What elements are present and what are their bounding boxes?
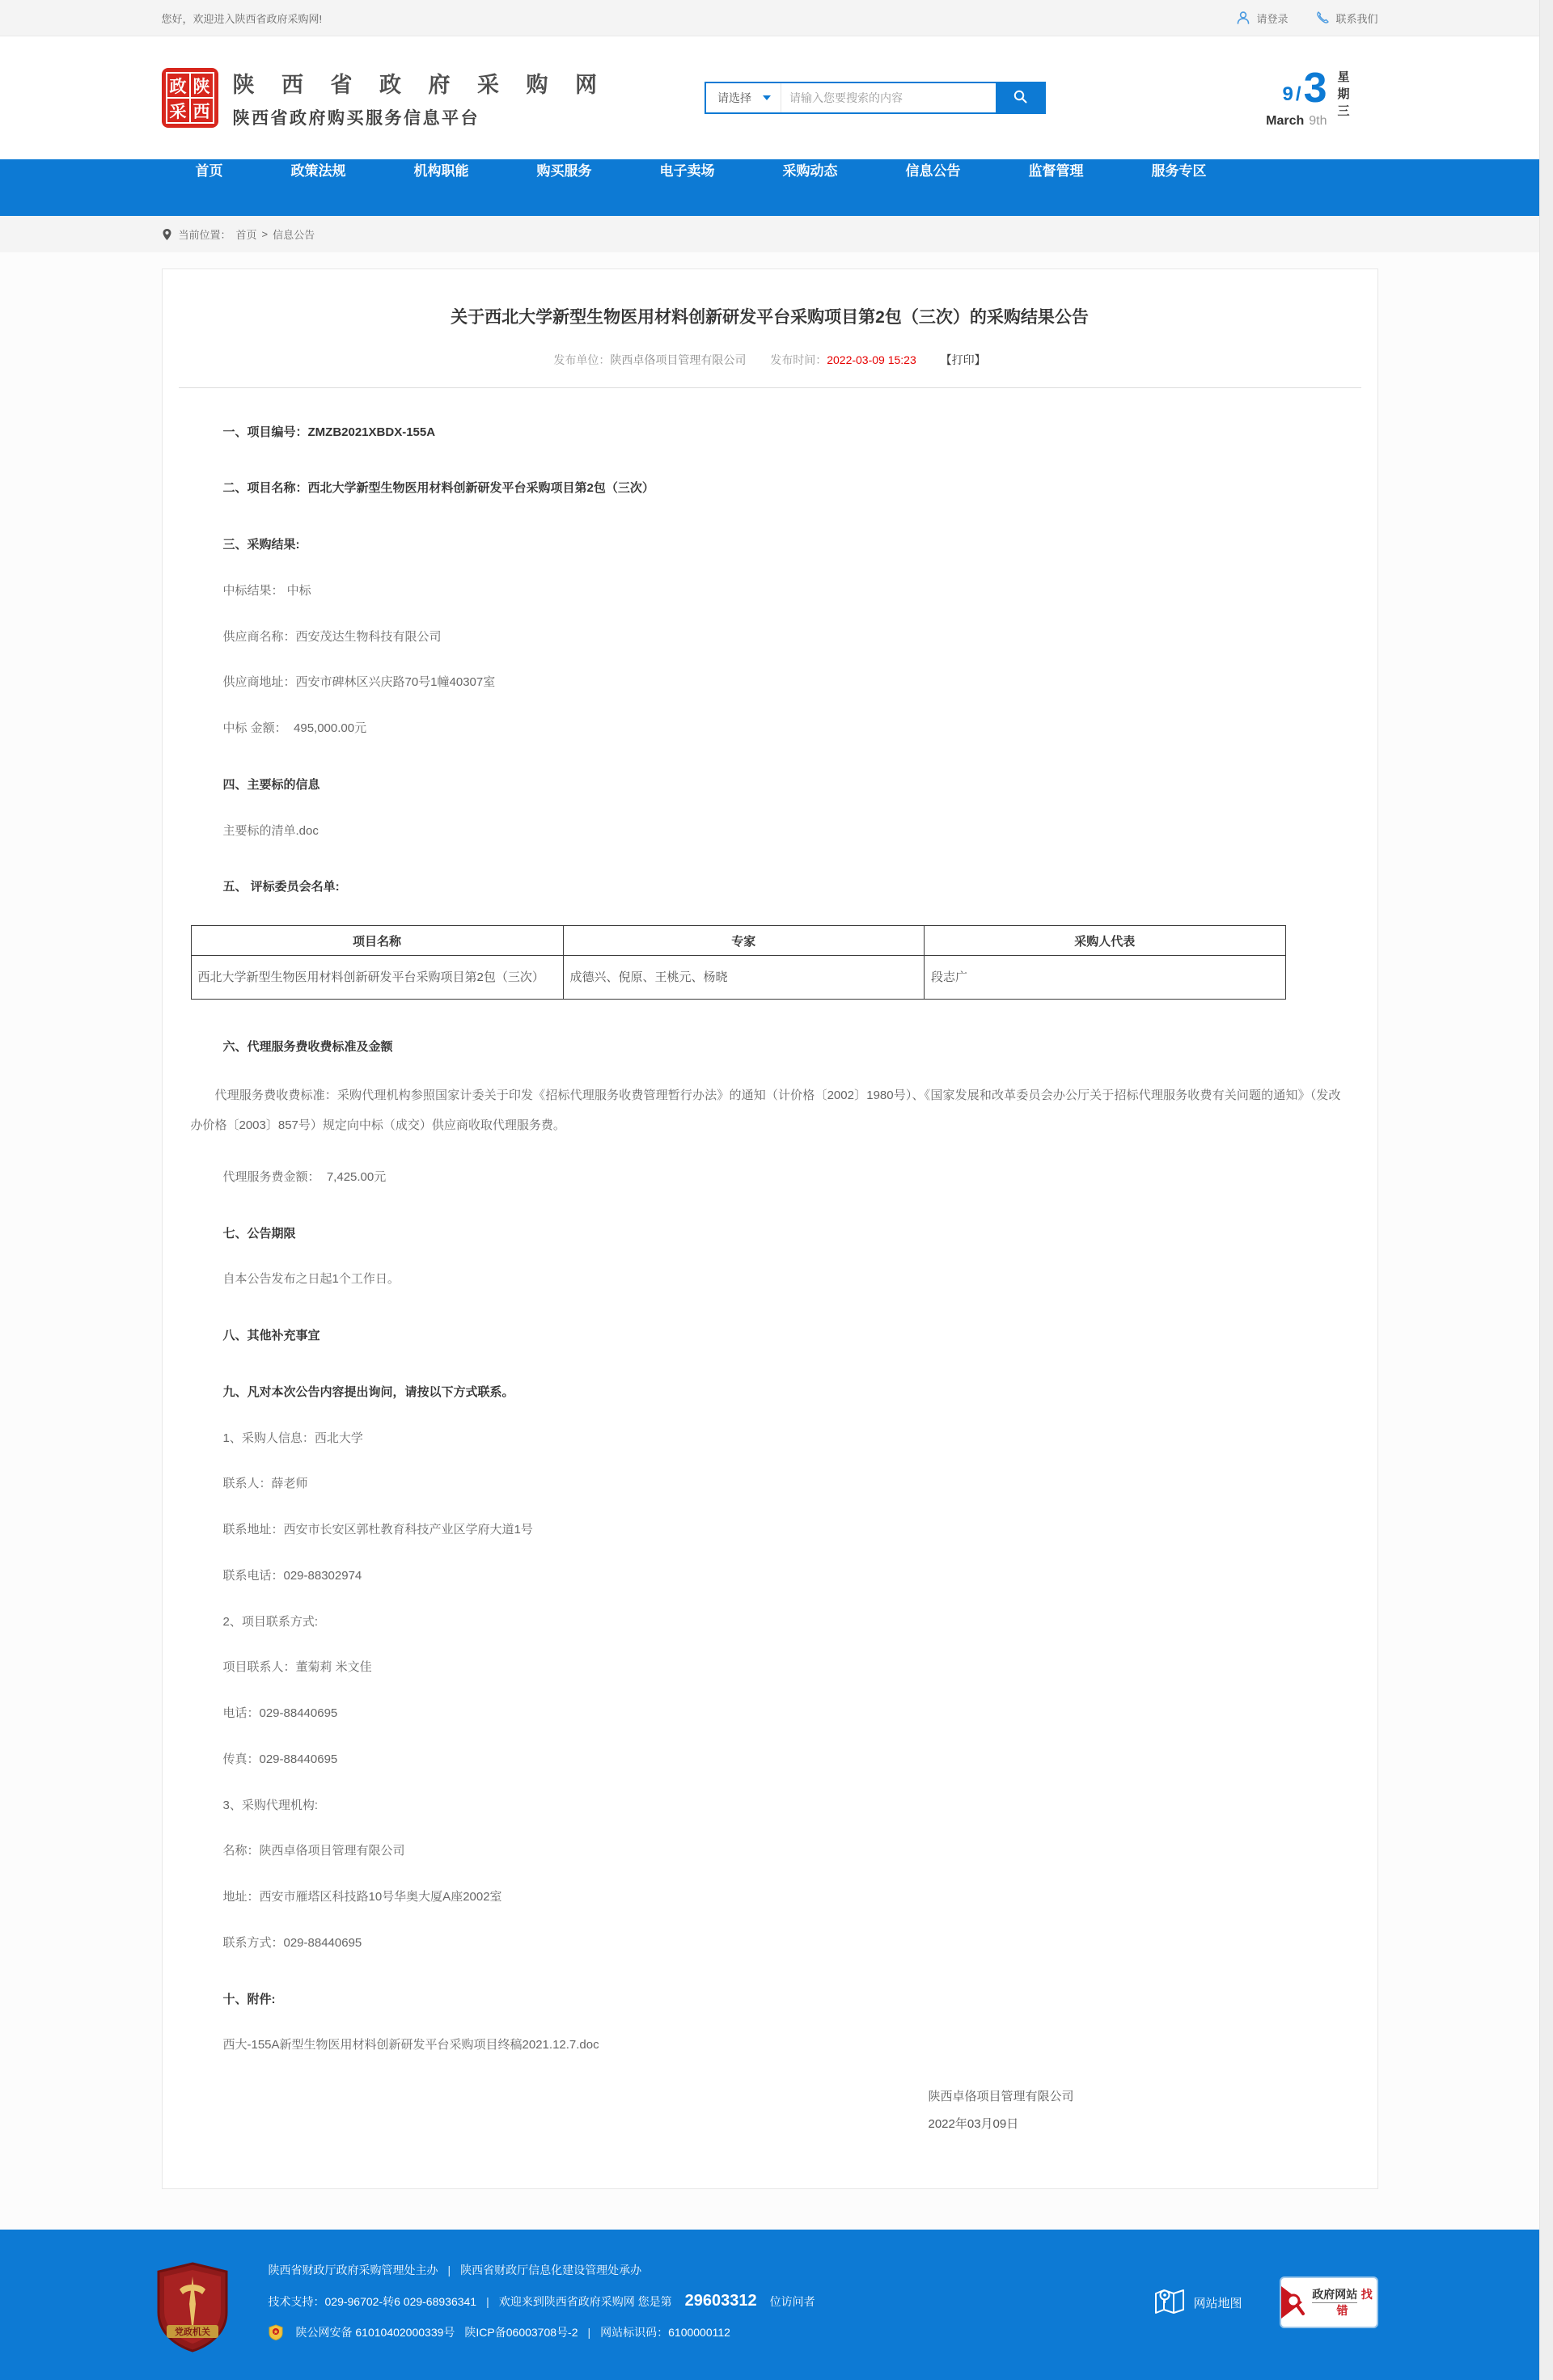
main-nav [0, 159, 1539, 216]
nav-item-机构职能[interactable]: 机构职能 [413, 163, 469, 179]
breadcrumb-current[interactable]: 信息公告 [273, 229, 315, 241]
logo-seal-icon [162, 68, 218, 128]
paragraph: 电话：029-88440695 [222, 1706, 338, 1720]
login-link[interactable] [1236, 11, 1288, 26]
footer-line-1 [269, 2262, 815, 2278]
section-heading: 一、项目编号：ZMZB2021XBDX-155A [222, 425, 436, 439]
nav-item-购买服务[interactable]: 购买服务 [536, 163, 592, 179]
article-body [190, 424, 1341, 2055]
err-badge-line2: 找错 [1336, 2288, 1376, 2317]
party-government-shield-icon [155, 2262, 230, 2357]
gov-site-error-report-badge[interactable] [1280, 2276, 1378, 2328]
column-header: 采购人代表 [925, 926, 1286, 956]
paragraph: 供应商地址：西安市碑林区兴庆路70号1幢40307室 [222, 675, 496, 690]
table-cell: 西北大学新型生物医用材料创新研发平台采购项目第2包（三次） [191, 956, 563, 1000]
search-icon [1013, 89, 1028, 107]
footer-org-1[interactable]: 陕西省财政厅政府采购管理处主办 [268, 2264, 438, 2276]
nav-menu [162, 159, 1378, 180]
login-label: 请登录 [1256, 12, 1289, 25]
nav-item-服务专区[interactable]: 服务专区 [1151, 163, 1207, 179]
user-icon [1236, 11, 1250, 25]
date-month-num: 9 [1282, 83, 1293, 105]
publisher-label: 发布单位： [553, 353, 611, 366]
paragraph: 联系电话：029-88302974 [222, 1568, 362, 1583]
welcome-text: 您好，欢迎进入陕西省政府采购网! [161, 12, 323, 25]
main-area [0, 252, 1539, 2230]
svg-text:党政机关: 党政机关 [174, 2327, 210, 2337]
map-icon [1154, 2287, 1185, 2318]
footer-line-3 [269, 2324, 815, 2340]
seal-char: 陕 [191, 74, 213, 97]
search-bar [705, 82, 1046, 114]
table-cell: 段志广 [925, 956, 1286, 1000]
signature-block [929, 2083, 1317, 2138]
divider [179, 387, 1361, 388]
paragraph: 自本公告发布之日起1个工作日。 [222, 1272, 400, 1287]
phone-icon [1315, 11, 1330, 25]
paragraph: 供应商名称：西安茂达生物科技有限公司 [222, 629, 442, 644]
paragraph: 传真：029-88440695 [222, 1752, 338, 1766]
footer-divider: | [486, 2294, 489, 2308]
sitemap-link[interactable] [1154, 2287, 1242, 2318]
column-header: 专家 [563, 926, 924, 956]
paragraph: 代理服务费金额： 7,425.00元 [222, 1169, 387, 1184]
page-title: 关于西北大学新型生物医用材料创新研发平台采购项目第2包（三次）的采购结果公告 [451, 308, 1089, 327]
contact-label: 联系我们 [1335, 12, 1378, 25]
seal-char: 政 [167, 74, 189, 97]
nav-item-采购动态[interactable]: 采购动态 [782, 163, 838, 179]
section-heading: 二、项目名称：西北大学新型生物医用材料创新研发平台采购项目第2包（三次） [222, 481, 654, 496]
search-category-select[interactable] [706, 83, 781, 112]
breadcrumb-bar [0, 216, 1539, 252]
police-badge-icon [269, 2324, 283, 2340]
footer-divider: | [587, 2326, 591, 2339]
site-header [0, 36, 1539, 159]
footer-police-record[interactable]: 陕公网安备 61010402000339号 [295, 2326, 455, 2339]
search-select-value: 请选择 [717, 91, 752, 104]
article-meta [223, 352, 1317, 368]
footer-support: 技术支持：029-96702-转6 029-68936341 [268, 2294, 477, 2308]
seal-char: 西 [191, 99, 213, 122]
paragraph: 中标结果： 中标 [222, 583, 311, 598]
paragraph: 代理服务费收费标准：采购代理机构参照国家计委关于印发《招标代理服务收费管理暂行办法》的通知（计价格〔2002〕1980号）、《国家发展和改革委员会办公厅关于招标代理服务收费有关问题的通知》（发改办价格〔2003〕857号）规定向中标（成交）供应商收取代理服务费。 [190, 1088, 1341, 1132]
nav-item-信息公告[interactable]: 信息公告 [905, 163, 961, 179]
print-button[interactable]: 【打印】 [940, 353, 986, 366]
search-input[interactable] [781, 83, 996, 112]
footer-divider: | [447, 2264, 451, 2276]
contact-link[interactable] [1315, 11, 1377, 26]
find-error-icon [1281, 2286, 1305, 2319]
topbar [0, 0, 1539, 36]
search-button[interactable] [996, 83, 1044, 112]
nav-item-监督管理[interactable]: 监督管理 [1028, 163, 1084, 179]
breadcrumb-sep: > [261, 228, 269, 240]
paragraph: 联系方式：029-88440695 [222, 1935, 362, 1950]
footer-org-2[interactable]: 陕西省财政厅信息化建设管理处承办 [460, 2264, 642, 2276]
section-heading: 九、凡对本次公告内容提出询问，请按以下方式联系。 [222, 1384, 514, 1399]
section-heading: 三、采购结果: [222, 538, 300, 552]
footer-welcome: 欢迎来到陕西省政府采购网 您是第 [498, 2294, 672, 2308]
err-badge-line1: 政府网站 [1312, 2288, 1357, 2303]
nav-item-电子卖场[interactable]: 电子卖场 [659, 163, 715, 179]
section-heading: 七、公告期限 [222, 1226, 296, 1241]
paragraph: 地址：西安市雁塔区科技路10号华奥大厦A座2002室 [222, 1890, 502, 1904]
breadcrumb-home[interactable]: 首页 [235, 229, 257, 241]
location-pin-icon [162, 228, 174, 241]
signature-date: 2022年03月09日 [928, 2117, 1019, 2131]
date-month-en: March [1266, 114, 1305, 128]
column-header: 项目名称 [191, 926, 563, 956]
announcement-panel [162, 268, 1378, 2189]
visitor-count: 29603312 [684, 2292, 757, 2310]
scrollbar[interactable] [1539, 0, 1553, 2380]
paragraph: 项目联系人：董菊莉 米文佳 [222, 1660, 372, 1675]
paragraph: 中标 金额： 495,000.00元 [222, 721, 367, 735]
date-day: 3 [1303, 65, 1327, 112]
paragraph: 2、项目联系方式: [222, 1614, 319, 1629]
date-widget [1266, 67, 1377, 129]
date-weekday: 星期三 [1335, 70, 1350, 121]
paragraph: 3、采购代理机构: [222, 1798, 319, 1812]
table-cell: 成德兴、倪原、王桃元、杨晓 [563, 956, 924, 1000]
paragraph: 名称：陕西卓佫项目管理有限公司 [222, 1844, 405, 1858]
site-name: 陕 西 省 政 府 采 购 网 [232, 72, 608, 97]
site-logo[interactable] [162, 67, 608, 129]
site-subtitle: 陕西省政府购买服务信息平台 [232, 108, 480, 128]
footer [0, 2230, 1539, 2380]
evaluation-committee-table [191, 925, 1286, 1000]
publish-time-value: 2022-03-09 15:23 [827, 353, 916, 366]
footer-visitor-suffix: 位访问者 [769, 2294, 815, 2308]
section-heading: 四、主要标的信息 [222, 777, 320, 792]
paragraph: 联系地址：西安市长安区郭杜教育科技产业区学府大道1号 [222, 1523, 533, 1537]
date-ordinal: 9th [1309, 114, 1327, 128]
paragraph: 主要标的清单.doc [222, 823, 319, 838]
seal-char: 采 [167, 99, 189, 122]
date-slash: / [1295, 83, 1301, 105]
section-heading: 八、其他补充事宜 [222, 1329, 320, 1342]
nav-item-首页[interactable]: 首页 [195, 163, 223, 179]
section-heading: 十、附件: [222, 1992, 276, 2006]
sitemap-label: 网站地图 [1193, 2296, 1242, 2310]
footer-line-2 [269, 2292, 815, 2310]
table-row [191, 956, 1285, 1000]
publisher-value: 陕西卓佫项目管理有限公司 [610, 353, 747, 366]
paragraph: 1、采购人信息：西北大学 [222, 1431, 363, 1445]
footer-icp[interactable]: 陕ICP备06003708号-2 [464, 2326, 578, 2339]
section-heading: 五、 评标委员会名单: [222, 880, 340, 894]
chevron-down-icon [763, 95, 771, 100]
footer-site-code: 网站标识码：6100000112 [600, 2326, 730, 2339]
section-heading: 六、代理服务费收费标准及金额 [222, 1040, 393, 1054]
paragraph: 联系人：薛老师 [222, 1477, 308, 1491]
publish-time-label: 发布时间： [770, 353, 827, 366]
paragraph: 西大-155A新型生物医用材料创新研发平台采购项目终稿2021.12.7.doc [222, 2038, 599, 2052]
signature-company: 陕西卓佫项目管理有限公司 [928, 2090, 1074, 2103]
breadcrumb-label: 当前位置： [178, 229, 231, 241]
nav-item-政策法规[interactable]: 政策法规 [290, 163, 346, 179]
